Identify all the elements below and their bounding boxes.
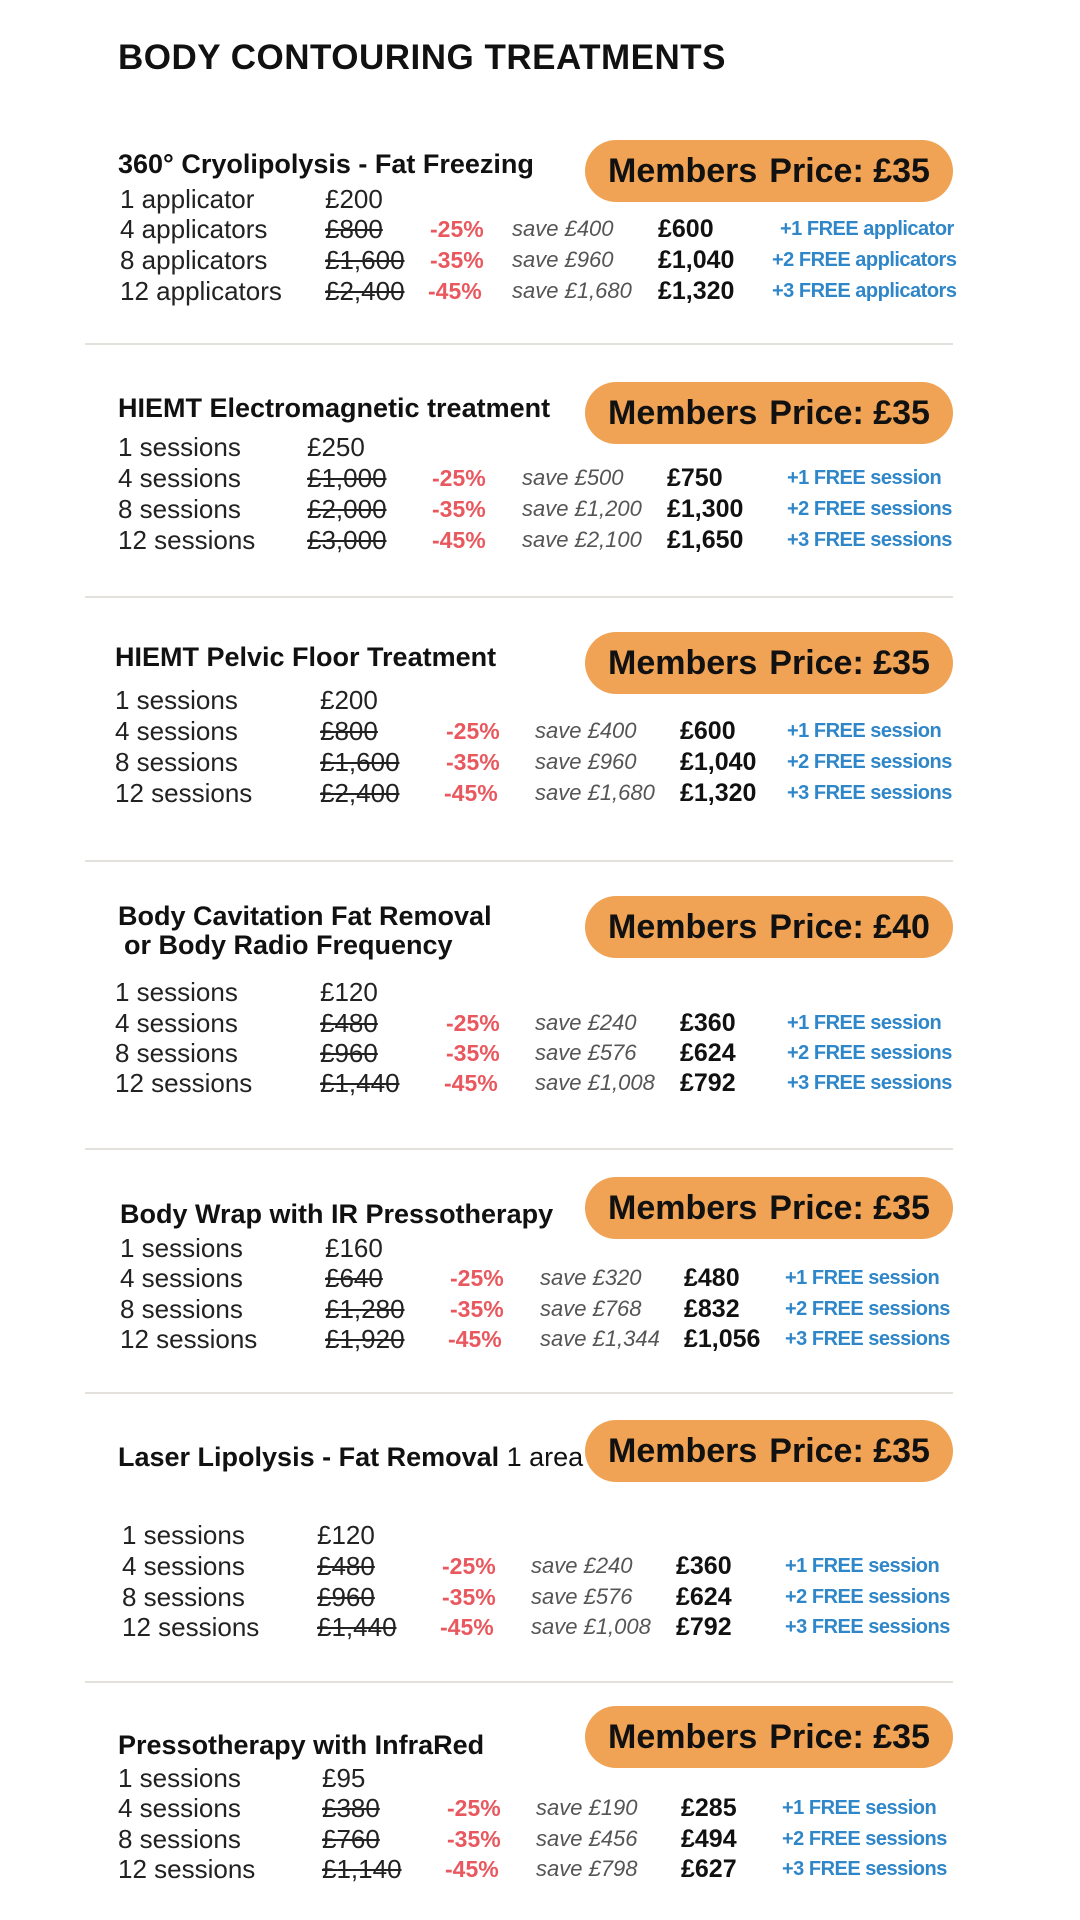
saving: save £576	[531, 1584, 633, 1609]
original-price: £960	[317, 1582, 375, 1612]
discount: -45%	[432, 527, 486, 553]
package-row	[0, 1793, 1080, 1823]
discount: -35%	[450, 1296, 504, 1322]
package-row	[0, 1551, 1080, 1581]
package-price: £600	[680, 717, 736, 745]
members-price-badge: Members Price: £35	[585, 1706, 953, 1768]
saving: save £400	[512, 216, 614, 241]
treatment-title-line2: or Body Radio Frequency	[124, 930, 453, 960]
original-price: £1,440	[317, 1612, 397, 1642]
quantity: 1 sessions	[115, 685, 238, 715]
saving: save £768	[540, 1296, 642, 1321]
original-price: £1,440	[320, 1068, 400, 1098]
members-price-badge: Members Price: £35	[585, 382, 953, 444]
original-price: £2,400	[325, 276, 405, 306]
quantity: 4 sessions	[122, 1551, 245, 1581]
saving: save £576	[535, 1040, 637, 1065]
package-row	[0, 747, 1080, 777]
saving: save £456	[536, 1826, 638, 1851]
quantity: 4 applicators	[120, 214, 268, 244]
discount: -35%	[442, 1584, 496, 1610]
package-row	[0, 778, 1080, 808]
price-row	[0, 685, 1080, 715]
price-row	[0, 1763, 1080, 1793]
saving: save £240	[531, 1553, 633, 1578]
package-row	[0, 1824, 1080, 1854]
original-price: £760	[322, 1824, 380, 1854]
package-price: £750	[667, 464, 723, 492]
discount: -45%	[448, 1326, 502, 1352]
members-price-badge: Members Price: £35	[585, 1177, 953, 1239]
free-bonus: +3 FREE sessions	[785, 1616, 950, 1638]
price-row	[0, 1233, 1080, 1263]
package-row	[0, 1038, 1080, 1068]
quantity: 12 sessions	[118, 1854, 256, 1884]
package-price: £624	[680, 1039, 736, 1067]
quantity: 12 sessions	[122, 1612, 260, 1642]
free-bonus: +1 FREE session	[787, 1012, 942, 1034]
saving: save £400	[535, 718, 637, 743]
discount: -25%	[447, 1795, 501, 1821]
original-price: £1,920	[325, 1324, 405, 1354]
original-price: £960	[320, 1038, 378, 1068]
single-price: £95	[322, 1763, 366, 1793]
package-price: £1,040	[680, 748, 757, 776]
free-bonus: +2 FREE sessions	[785, 1586, 950, 1608]
price-row	[0, 432, 1080, 462]
quantity: 12 applicators	[120, 276, 282, 306]
saving: save £798	[536, 1856, 638, 1881]
package-price: £480	[684, 1264, 740, 1292]
single-price: £200	[325, 184, 383, 214]
package-price: £832	[684, 1295, 740, 1323]
section-divider	[85, 596, 953, 598]
discount: -25%	[432, 465, 486, 491]
discount: -45%	[445, 1856, 499, 1882]
price-row	[0, 977, 1080, 1007]
free-bonus: +1 FREE applicator	[780, 218, 954, 240]
original-price: £1,280	[325, 1294, 405, 1324]
discount: -25%	[446, 1010, 500, 1036]
package-row	[0, 1324, 1080, 1354]
package-price: £360	[676, 1552, 732, 1580]
quantity: 4 sessions	[118, 1793, 241, 1823]
original-price: £1,000	[307, 463, 387, 493]
saving: save £1,680	[512, 278, 632, 303]
free-bonus: +3 FREE sessions	[787, 782, 952, 804]
quantity: 12 sessions	[118, 525, 256, 555]
discount: -35%	[447, 1826, 501, 1852]
package-row	[0, 1068, 1080, 1098]
page-title: BODY CONTOURING TREATMENTS	[118, 38, 727, 77]
section-divider	[85, 1148, 953, 1150]
section-divider	[85, 1392, 953, 1394]
package-row	[0, 1008, 1080, 1038]
package-price: £494	[681, 1825, 737, 1853]
section-divider	[85, 860, 953, 862]
package-row	[0, 494, 1080, 524]
package-price: £1,056	[684, 1325, 761, 1353]
discount: -45%	[444, 1070, 498, 1096]
quantity: 8 applicators	[120, 245, 268, 275]
original-price: £2,400	[320, 778, 400, 808]
free-bonus: +2 FREE sessions	[782, 1828, 947, 1850]
single-price: £200	[320, 685, 378, 715]
saving: save £1,008	[535, 1070, 655, 1095]
single-price: £120	[317, 1520, 375, 1550]
discount: -35%	[446, 1040, 500, 1066]
quantity: 1 sessions	[118, 432, 241, 462]
single-price: £120	[320, 977, 378, 1007]
free-bonus: +1 FREE session	[785, 1555, 940, 1577]
free-bonus: +3 FREE sessions	[785, 1328, 950, 1350]
original-price: £380	[322, 1793, 380, 1823]
price-row	[0, 1520, 1080, 1550]
package-row	[0, 525, 1080, 555]
free-bonus: +3 FREE sessions	[782, 1858, 947, 1880]
quantity: 8 sessions	[115, 747, 238, 777]
free-bonus: +3 FREE sessions	[787, 1072, 952, 1094]
discount: -25%	[442, 1553, 496, 1579]
saving: save £2,100	[522, 527, 642, 552]
free-bonus: +2 FREE sessions	[787, 1042, 952, 1064]
discount: -35%	[446, 749, 500, 775]
free-bonus: +2 FREE sessions	[785, 1298, 950, 1320]
discount: -45%	[440, 1614, 494, 1640]
treatment-title: Body Cavitation Fat Removal	[118, 901, 492, 931]
package-price: £627	[681, 1855, 737, 1883]
free-bonus: +3 FREE applicators	[772, 280, 957, 302]
original-price: £3,000	[307, 525, 387, 555]
package-price: £1,320	[658, 277, 735, 305]
members-price-badge: Members Price: £35	[585, 632, 953, 694]
quantity: 1 sessions	[115, 977, 238, 1007]
package-row	[0, 1612, 1080, 1642]
package-price: £600	[658, 215, 714, 243]
quantity: 1 sessions	[122, 1520, 245, 1550]
package-row	[0, 214, 1080, 244]
package-price: £1,300	[667, 495, 744, 523]
treatment-area: 1 area	[506, 1442, 584, 1472]
discount: -25%	[450, 1265, 504, 1291]
quantity: 1 sessions	[120, 1233, 243, 1263]
discount: -25%	[446, 718, 500, 744]
quantity: 4 sessions	[115, 716, 238, 746]
treatment-title: 360° Cryolipolysis - Fat Freezing	[118, 149, 534, 179]
original-price: £480	[317, 1551, 375, 1581]
package-row	[0, 1263, 1080, 1293]
free-bonus: +3 FREE sessions	[787, 529, 952, 551]
free-bonus: +2 FREE sessions	[787, 751, 952, 773]
package-row	[0, 463, 1080, 493]
saving: save £1,680	[535, 780, 655, 805]
saving: save £1,008	[531, 1614, 651, 1639]
package-row	[0, 1582, 1080, 1612]
package-price: £792	[680, 1069, 736, 1097]
free-bonus: +2 FREE sessions	[787, 498, 952, 520]
treatment-title: HIEMT Pelvic Floor Treatment	[115, 642, 497, 672]
discount: -35%	[432, 496, 486, 522]
quantity: 12 sessions	[115, 1068, 253, 1098]
quantity: 8 sessions	[120, 1294, 243, 1324]
package-price: £1,320	[680, 779, 757, 807]
saving: save £240	[535, 1010, 637, 1035]
package-row	[0, 276, 1080, 306]
discount: -25%	[430, 216, 484, 242]
free-bonus: +1 FREE session	[787, 467, 942, 489]
treatment-title: Laser Lipolysis - Fat Removal 1 area	[118, 1442, 584, 1472]
package-row	[0, 716, 1080, 746]
package-price: £360	[680, 1009, 736, 1037]
quantity: 4 sessions	[115, 1008, 238, 1038]
members-price-badge: Members Price: £40	[585, 896, 953, 958]
section-divider	[85, 343, 953, 345]
quantity: 8 sessions	[122, 1582, 245, 1612]
single-price: £160	[325, 1233, 383, 1263]
package-price: £1,650	[667, 526, 744, 554]
quantity: 12 sessions	[120, 1324, 258, 1354]
treatment-title: HIEMT Electromagnetic treatment	[118, 393, 551, 423]
treatment-title: Pressotherapy with InfraRed	[118, 1730, 485, 1760]
free-bonus: +1 FREE session	[785, 1267, 940, 1289]
saving: save £320	[540, 1265, 642, 1290]
discount: -45%	[428, 278, 482, 304]
quantity: 4 sessions	[118, 463, 241, 493]
section-divider	[85, 1681, 953, 1683]
saving: save £1,344	[540, 1326, 660, 1351]
package-row	[0, 1294, 1080, 1324]
saving: save £1,200	[522, 496, 642, 521]
quantity: 8 sessions	[118, 1824, 241, 1854]
saving: save £960	[535, 749, 637, 774]
saving: save £190	[536, 1795, 638, 1820]
treatment-title: Body Wrap with IR Pressotherapy	[120, 1199, 554, 1229]
free-bonus: +2 FREE applicators	[772, 249, 957, 271]
package-price: £1,040	[658, 246, 735, 274]
saving: save £960	[512, 247, 614, 272]
original-price: £1,600	[320, 747, 400, 777]
package-price: £792	[676, 1613, 732, 1641]
original-price: £2,000	[307, 494, 387, 524]
original-price: £800	[320, 716, 378, 746]
price-row	[0, 184, 1080, 214]
package-price: £285	[681, 1794, 737, 1822]
saving: save £500	[522, 465, 624, 490]
quantity: 8 sessions	[118, 494, 241, 524]
single-price: £250	[307, 432, 365, 462]
discount: -35%	[430, 247, 484, 273]
quantity: 8 sessions	[115, 1038, 238, 1068]
quantity: 1 applicator	[120, 184, 255, 214]
package-row	[0, 245, 1080, 275]
original-price: £480	[320, 1008, 378, 1038]
members-price-badge: Members Price: £35	[585, 140, 953, 202]
free-bonus: +1 FREE session	[782, 1797, 937, 1819]
quantity: 4 sessions	[120, 1263, 243, 1293]
original-price: £640	[325, 1263, 383, 1293]
package-price: £624	[676, 1583, 732, 1611]
members-price-badge: Members Price: £35	[585, 1420, 953, 1482]
quantity: 1 sessions	[118, 1763, 241, 1793]
free-bonus: +1 FREE session	[787, 720, 942, 742]
package-row	[0, 1854, 1080, 1884]
discount: -45%	[444, 780, 498, 806]
original-price: £1,600	[325, 245, 405, 275]
original-price: £800	[325, 214, 383, 244]
original-price: £1,140	[322, 1854, 402, 1884]
quantity: 12 sessions	[115, 778, 253, 808]
